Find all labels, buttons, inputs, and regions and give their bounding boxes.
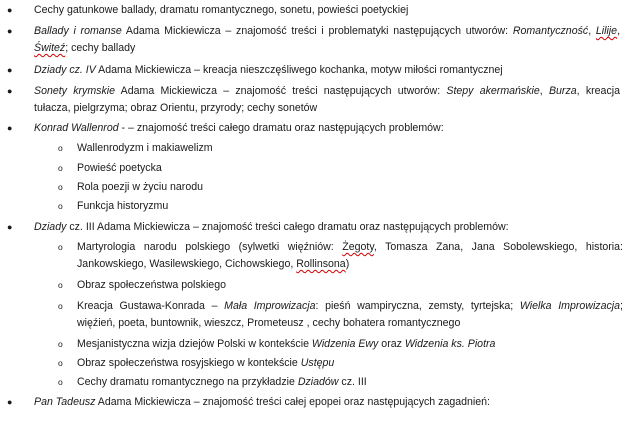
sub-list-item: Funkcja historyzmu bbox=[77, 200, 169, 212]
list-item: Ballady i romanse Adama Mickiewicza – znajomość treści i problematyki następujących utworów: Romantyczność, Lilije, bbox=[34, 25, 621, 37]
sub-bullet-icon: o bbox=[58, 182, 63, 192]
sub-bullet-icon: o bbox=[58, 339, 63, 349]
sub-list-item: Mesjanistyczna wizja dziejów Polski w kontekście Widzenia Ewy oraz Widzenia ks. Piotra bbox=[77, 338, 496, 350]
sub-list-item: Martyrologia narodu polskiego (sylwetki więźniów: Żegoty, Tomasza Zana, Jana Sobolewskiego, historia: bbox=[77, 241, 623, 253]
bullet-icon: ● bbox=[7, 397, 13, 407]
sub-bullet-icon: o bbox=[58, 242, 63, 252]
list-item: Dziady cz. III Adama Mickiewicza – znajomość treści całego dramatu oraz następujących problemów: bbox=[34, 221, 509, 233]
list-item: Pan Tadeusz Adama Mickiewicza – znajomość treści całej epopei oraz następujących zagadnień: bbox=[34, 396, 490, 408]
list-item: Konrad Wallenrod - – znajomość treści całego dramatu oraz następujących problemów: bbox=[34, 122, 444, 134]
sub-list-item: Rola poezji w życiu narodu bbox=[77, 181, 204, 193]
bullet-icon: ● bbox=[7, 5, 13, 15]
sub-list-item: Kreacja Gustawa-Konrada – Mała Improwizacja: pieśń wampiryczna, zemsty, tyrtejska; Wielka Improwizacja; bbox=[77, 300, 623, 312]
list-item-continuation: tułacza, pielgrzyma; obraz Orientu, przyrody; cechy sonetów bbox=[34, 102, 318, 114]
list-item: Sonety krymskie Adama Mickiewicza – znajomość treści następujących utworów: Stepy akermańskie, Burza, kreacja bbox=[34, 85, 620, 97]
sub-bullet-icon: o bbox=[58, 201, 63, 211]
bullet-icon: ● bbox=[7, 222, 13, 232]
sub-list-item: Cechy dramatu romantycznego na przykładzie Dziadów cz. III bbox=[77, 376, 367, 388]
list-item-continuation: Świteź; cechy ballady bbox=[34, 42, 136, 54]
sub-list-item-continuation: więźień, poeta, buntownik, wieszcz, Prometeusz , cechy bohatera romantycznego bbox=[77, 317, 461, 329]
sub-list-item-continuation: Jankowskiego, Wasilewskiego, Cichowskiego, Rollinsona) bbox=[77, 258, 350, 270]
sub-list-item: Powieść poetycka bbox=[77, 162, 162, 174]
bullet-icon: ● bbox=[7, 123, 13, 133]
bullet-icon: ● bbox=[7, 65, 13, 75]
sub-bullet-icon: o bbox=[58, 377, 63, 387]
list-item: Dziady cz. IV Adama Mickiewicza – kreacja nieszczęśliwego kochanka, motyw miłości romantycznej bbox=[34, 64, 503, 76]
sub-bullet-icon: o bbox=[58, 358, 63, 368]
sub-bullet-icon: o bbox=[58, 301, 63, 311]
bullet-icon: ● bbox=[7, 26, 13, 36]
sub-bullet-icon: o bbox=[58, 143, 63, 153]
sub-list-item: Obraz społeczeństwa rosyjskiego w kontekście Ustępu bbox=[77, 357, 335, 369]
list-item: Cechy gatunkowe ballady, dramatu romantycznego, sonetu, powieści poetyckiej bbox=[34, 4, 409, 16]
sub-bullet-icon: o bbox=[58, 163, 63, 173]
bullet-icon: ● bbox=[7, 86, 13, 96]
sub-list-item: Obraz społeczeństwa polskiego bbox=[77, 279, 226, 291]
sub-list-item: Wallenrodyzm i makiawelizm bbox=[77, 142, 213, 154]
sub-bullet-icon: o bbox=[58, 280, 63, 290]
